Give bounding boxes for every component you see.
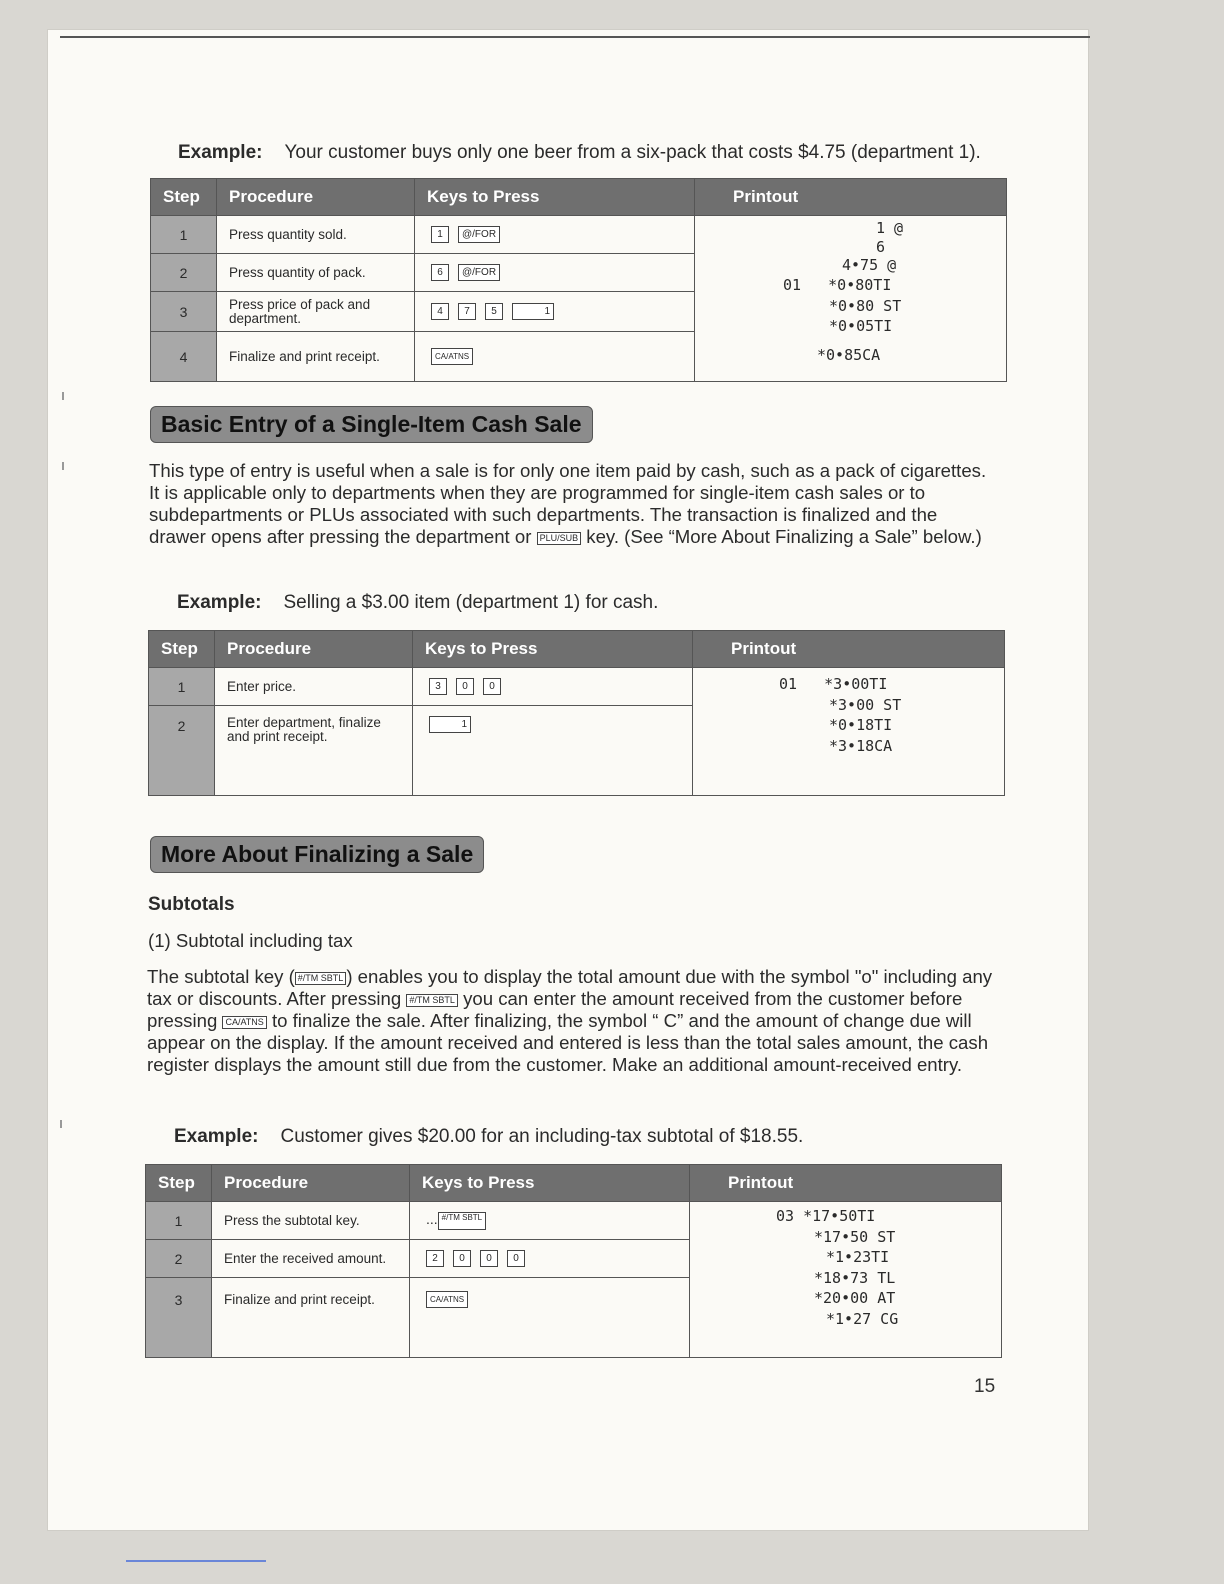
- paragraph-text: The subtotal key (: [147, 966, 295, 987]
- printout-cell: [695, 216, 1007, 382]
- printout-cell: [693, 668, 1005, 796]
- key-subtotal: #/TM SBTL: [438, 1212, 486, 1230]
- printout-line: *20•00 AT: [814, 1289, 896, 1307]
- table-row: [146, 1202, 1002, 1240]
- paragraph-text: you can enter the amount received from the customer before pressing: [147, 988, 963, 1031]
- subheading-subtotals: Subtotals: [148, 894, 235, 915]
- example-label: Example:: [177, 592, 262, 613]
- key-department-1: 1: [512, 303, 554, 320]
- key-ca-atns: CA/ATNS: [426, 1291, 468, 1308]
- key-plu-sub: PLU/SUB: [537, 532, 582, 545]
- printout-line: *0•05TI: [829, 317, 893, 335]
- key-2: 2: [426, 1250, 444, 1267]
- procedure-text: Enter the received amount.: [212, 1240, 410, 1278]
- keys-cell: [415, 332, 695, 382]
- key-0: 0: [507, 1250, 525, 1267]
- paragraph-text: This type of entry is useful when a sale is for only one item paid by cash, such as a pack of cigarettes. It is applicable only to departments when they are programmed for single-item cash sales or to subdepartments or PLUs associated with such departments. The transaction is finalized and the drawer opens after pressing the department or: [149, 460, 987, 547]
- key-3: 3: [429, 678, 447, 695]
- procedure-table-3: [145, 1164, 1002, 1358]
- printout-line: 6: [876, 237, 886, 256]
- printout-line: *3•18CA: [829, 736, 893, 755]
- key-1: 1: [431, 226, 449, 243]
- header-step: Step: [146, 1165, 212, 1202]
- printout-line: 4•75 @: [842, 255, 897, 274]
- example-1-caption: [178, 142, 981, 164]
- key-5: 5: [485, 303, 503, 320]
- keys-cell: [410, 1278, 690, 1358]
- example-text: Customer gives $20.00 for an including-tax subtotal of $18.55.: [280, 1126, 804, 1147]
- printout-line: 1 @: [876, 219, 904, 237]
- printout-line: *1•23TI: [826, 1248, 890, 1266]
- procedure-text: Press quantity of pack.: [217, 254, 415, 292]
- ellipsis: ...: [426, 1211, 438, 1228]
- example-label: Example:: [178, 142, 263, 163]
- key-4: 4: [431, 303, 449, 320]
- key-subtotal: #/TM SBTL: [406, 994, 458, 1007]
- printout-line: *0•18TI: [829, 716, 893, 734]
- step-number: 3: [151, 292, 217, 332]
- printout-line: *3•00 ST: [829, 695, 902, 714]
- header-procedure: Procedure: [217, 179, 415, 216]
- paragraph-text: key. (See “More About Finalizing a Sale” below.): [586, 526, 982, 547]
- printout-cell: [690, 1202, 1002, 1358]
- header-procedure: Procedure: [212, 1165, 410, 1202]
- printout-line: *1•27 CG: [826, 1309, 899, 1328]
- bottom-rule: [126, 1560, 266, 1562]
- example-label: Example:: [174, 1126, 259, 1147]
- section-title-single-item-cash-sale: Basic Entry of a Single-Item Cash Sale: [150, 406, 593, 443]
- section-title-more-about-finalizing: More About Finalizing a Sale: [150, 836, 484, 873]
- margin-mark: [62, 392, 64, 400]
- key-7: 7: [458, 303, 476, 320]
- section-2-paragraph: [147, 966, 1005, 1076]
- key-0: 0: [483, 678, 501, 695]
- procedure-table-1: [150, 178, 1007, 382]
- paragraph-text: ) enables you to display the total amount due with the symbol "o" including any tax or discounts. After pressing: [147, 966, 993, 1009]
- example-3-caption: [174, 1126, 803, 1148]
- printout-line: *17•50 ST: [814, 1227, 896, 1246]
- procedure-text: Press quantity sold.: [217, 216, 415, 254]
- step-number: 1: [146, 1202, 212, 1240]
- key-subtotal: #/TM SBTL: [295, 972, 347, 985]
- step-number: 3: [146, 1278, 212, 1358]
- margin-mark: [62, 462, 64, 470]
- keys-cell: [413, 706, 693, 796]
- header-keys: Keys to Press: [415, 179, 695, 216]
- keys-cell: [410, 1240, 690, 1278]
- page-top-rule: [60, 36, 1090, 38]
- key-at-for: @/FOR: [458, 226, 500, 243]
- key-at-for: @/FOR: [458, 264, 500, 281]
- procedure-text: Finalize and print receipt.: [217, 332, 415, 382]
- header-printout: Printout: [695, 179, 1007, 216]
- printout-line: *0•80 ST: [829, 296, 902, 315]
- step-number: 4: [151, 332, 217, 382]
- procedure-text: Enter price.: [215, 668, 413, 706]
- table-row: [151, 216, 1007, 254]
- step-number: 1: [149, 668, 215, 706]
- printout-line: 01 *0•80TI: [783, 276, 892, 294]
- example-text: Selling a $3.00 item (department 1) for cash.: [283, 592, 659, 613]
- printout-line: *0•85CA: [817, 345, 881, 364]
- page-number: 15: [974, 1376, 996, 1397]
- example-text: Your customer buys only one beer from a six-pack that costs $4.75 (department 1).: [284, 142, 981, 163]
- keys-cell: [410, 1202, 690, 1240]
- paragraph-text: to finalize the sale. After finalizing, the symbol “ C” and the amount of change due will appear on the display. If the amount received and entered is less than the total sales amount, the cash register displays the amount still due from the customer. Make an additional amount-received entry.: [147, 1010, 989, 1075]
- step-number: 1: [151, 216, 217, 254]
- printout-line: 03 *17•50TI: [776, 1207, 876, 1225]
- header-step: Step: [151, 179, 217, 216]
- keys-cell: [415, 292, 695, 332]
- printout-line: *18•73 TL: [814, 1268, 896, 1287]
- key-6: 6: [431, 264, 449, 281]
- subtotal-including-tax-heading: (1) Subtotal including tax: [148, 930, 353, 951]
- step-number: 2: [146, 1240, 212, 1278]
- header-step: Step: [149, 631, 215, 668]
- key-0: 0: [456, 678, 474, 695]
- procedure-table-2: [148, 630, 1005, 796]
- header-keys: Keys to Press: [413, 631, 693, 668]
- key-ca-atns: CA/ATNS: [431, 348, 473, 365]
- key-0: 0: [480, 1250, 498, 1267]
- table-row: [149, 668, 1005, 706]
- procedure-text: Enter department, finalize and print receipt.: [215, 706, 413, 796]
- section-1-paragraph: [149, 460, 989, 548]
- header-printout: Printout: [693, 631, 1005, 668]
- step-number: 2: [149, 706, 215, 796]
- keys-cell: [413, 668, 693, 706]
- header-keys: Keys to Press: [410, 1165, 690, 1202]
- margin-mark: [60, 1120, 62, 1128]
- step-number: 2: [151, 254, 217, 292]
- printout-line: 01 *3•00TI: [779, 675, 888, 693]
- procedure-text: Press price of pack and department.: [217, 292, 415, 332]
- header-procedure: Procedure: [215, 631, 413, 668]
- example-2-caption: [177, 592, 658, 614]
- procedure-text: Press the subtotal key.: [212, 1202, 410, 1240]
- key-0: 0: [453, 1250, 471, 1267]
- key-ca-atns: CA/ATNS: [222, 1016, 266, 1029]
- keys-cell: [415, 216, 695, 254]
- procedure-text: Finalize and print receipt.: [212, 1278, 410, 1358]
- header-printout: Printout: [690, 1165, 1002, 1202]
- keys-cell: [415, 254, 695, 292]
- key-department-1: 1: [429, 716, 471, 733]
